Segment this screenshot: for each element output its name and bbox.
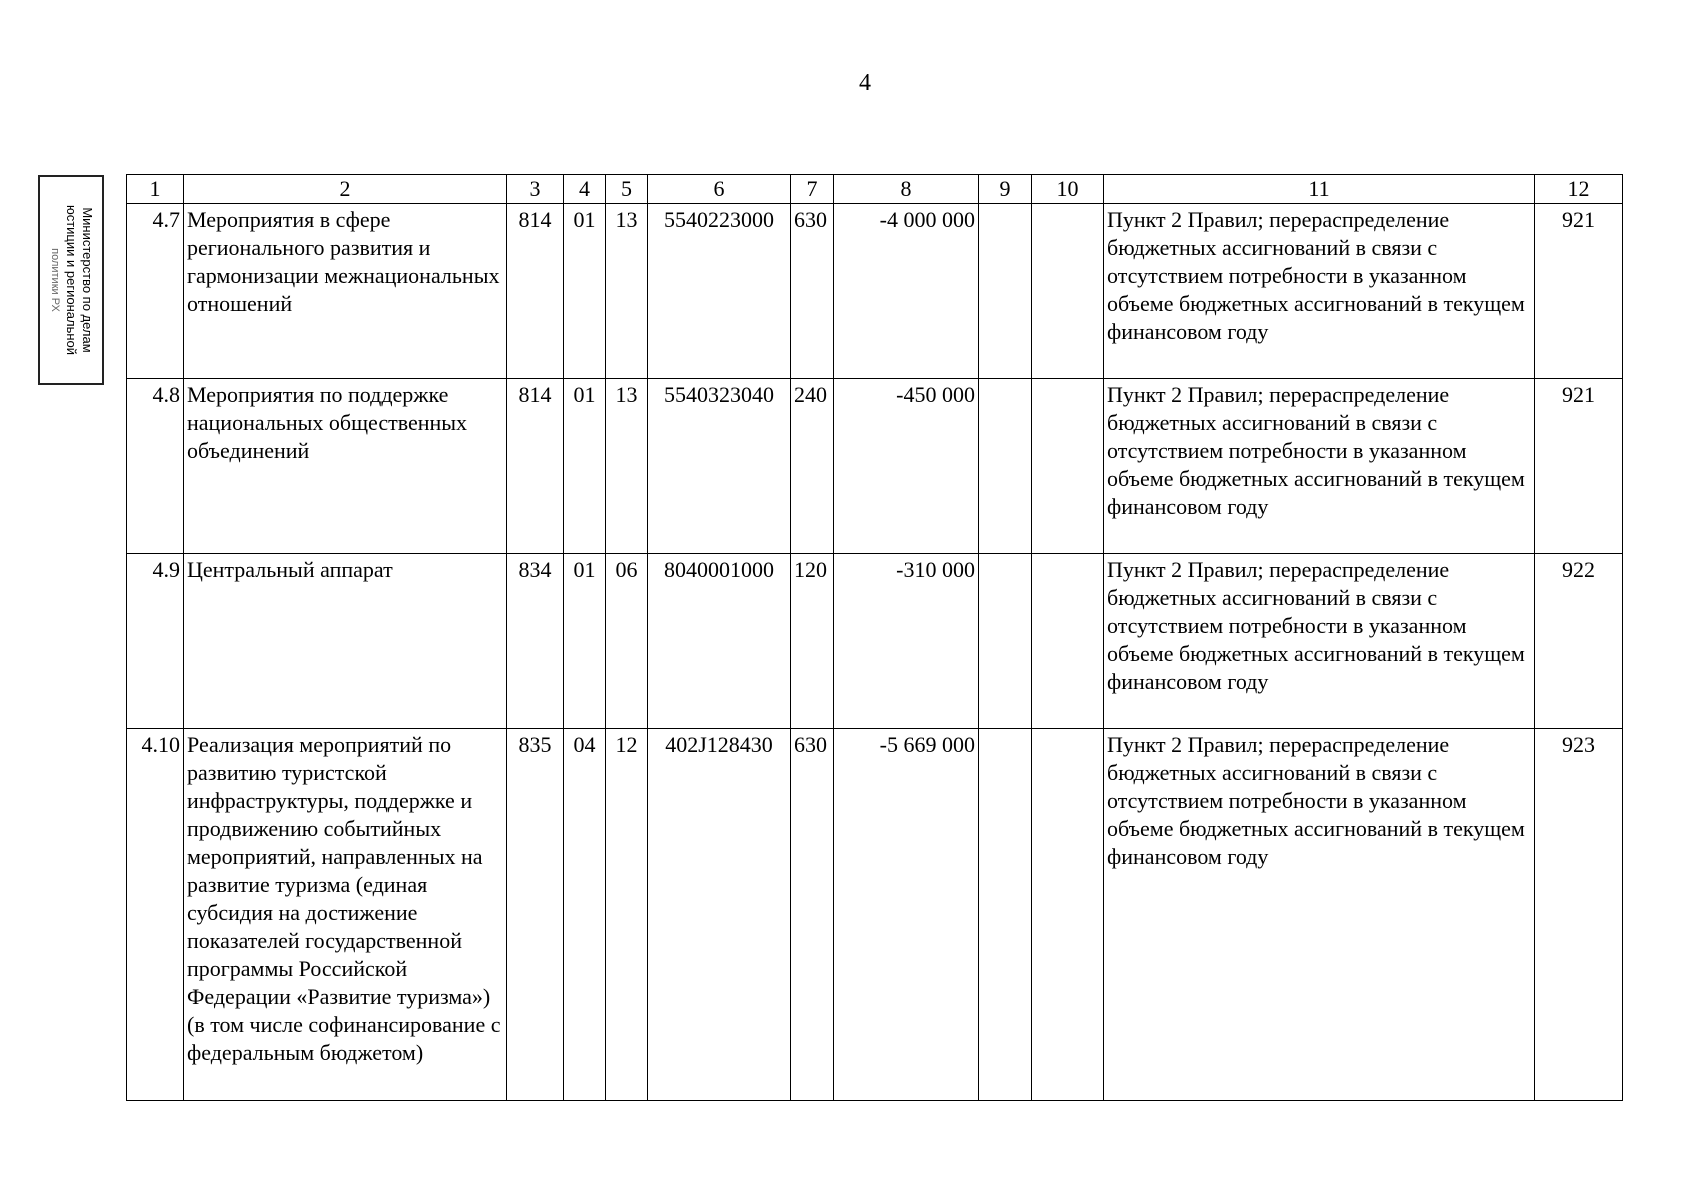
header-cell: 5 [606, 175, 648, 204]
cell-col-7: 240 [791, 379, 834, 554]
stamp-line-1: Министерство по делам [80, 207, 95, 353]
cell-col-4: 01 [564, 554, 606, 729]
header-cell: 9 [979, 175, 1032, 204]
row-number: 4.10 [127, 729, 184, 1101]
table-row [127, 204, 1623, 379]
stamp-text [47, 180, 95, 380]
cell-col-10 [1032, 379, 1104, 554]
header-cell: 1 [127, 175, 184, 204]
header-cell: 3 [507, 175, 564, 204]
header-cell: 7 [791, 175, 834, 204]
cell-col-10 [1032, 729, 1104, 1101]
row-number: 4.8 [127, 379, 184, 554]
amount: -310 000 [834, 554, 979, 729]
amount: -450 000 [834, 379, 979, 554]
table-row [127, 729, 1623, 1101]
basis-text: Пункт 2 Правил; перераспределение бюджетных ассигнований в связи с отсутствием потребности в указанном объеме бюджетных ассигнований в текущем финансовом году [1104, 729, 1535, 1101]
basis-text: Пункт 2 Правил; перераспределение бюджетных ассигнований в связи с отсутствием потребности в указанном объеме бюджетных ассигнований в текущем финансовом году [1104, 554, 1535, 729]
cell-col-6: 8040001000 [648, 554, 791, 729]
basis-text: Пункт 2 Правил; перераспределение бюджетных ассигнований в связи с отсутствием потребности в указанном объеме бюджетных ассигнований в текущем финансовом году [1104, 204, 1535, 379]
header-cell: 12 [1535, 175, 1623, 204]
measure-name: Мероприятия в сфере регионального развития и гармонизации межнациональных отношений [184, 204, 507, 379]
header-cell: 8 [834, 175, 979, 204]
measure-name: Мероприятия по поддержке национальных общественных объединений [184, 379, 507, 554]
cell-col-4: 04 [564, 729, 606, 1101]
cell-col-6: 5540323040 [648, 379, 791, 554]
cell-col-3: 814 [507, 204, 564, 379]
header-cell: 4 [564, 175, 606, 204]
measure-name: Реализация мероприятий по развитию туристской инфраструктуры, поддержке и продвижению событийных мероприятий, направленных на развитие туризма (единая субсидия на достижение показателей государственной программы Российской Федерации «Развитие туризма») (в том числе софинансирование с федеральным бюджетом) [184, 729, 507, 1101]
cell-col-3: 834 [507, 554, 564, 729]
cell-col-12: 922 [1535, 554, 1623, 729]
cell-col-4: 01 [564, 379, 606, 554]
measure-name: Центральный аппарат [184, 554, 507, 729]
cell-col-9 [979, 379, 1032, 554]
header-cell: 11 [1104, 175, 1535, 204]
cell-col-12: 921 [1535, 204, 1623, 379]
cell-col-10 [1032, 554, 1104, 729]
cell-col-5: 13 [606, 204, 648, 379]
cell-col-9 [979, 554, 1032, 729]
cell-col-9 [979, 204, 1032, 379]
amount: -4 000 000 [834, 204, 979, 379]
stamp-line-3: политики РХ [49, 248, 61, 312]
cell-col-12: 921 [1535, 379, 1623, 554]
row-number: 4.7 [127, 204, 184, 379]
header-cell: 10 [1032, 175, 1104, 204]
cell-col-9 [979, 729, 1032, 1101]
registration-stamp [38, 175, 104, 385]
basis-text: Пункт 2 Правил; перераспределение бюджетных ассигнований в связи с отсутствием потребности в указанном объеме бюджетных ассигнований в текущем финансовом году [1104, 379, 1535, 554]
cell-col-5: 13 [606, 379, 648, 554]
cell-col-7: 630 [791, 729, 834, 1101]
budget-reallocation-table [126, 174, 1623, 1101]
cell-col-4: 01 [564, 204, 606, 379]
cell-col-3: 814 [507, 379, 564, 554]
cell-col-10 [1032, 204, 1104, 379]
cell-col-5: 12 [606, 729, 648, 1101]
cell-col-3: 835 [507, 729, 564, 1101]
cell-col-6: 5540223000 [648, 204, 791, 379]
cell-col-7: 120 [791, 554, 834, 729]
row-number: 4.9 [127, 554, 184, 729]
page-number: 4 [859, 70, 871, 96]
header-cell: 2 [184, 175, 507, 204]
cell-col-7: 630 [791, 204, 834, 379]
cell-col-12: 923 [1535, 729, 1623, 1101]
header-cell: 6 [648, 175, 791, 204]
amount: -5 669 000 [834, 729, 979, 1101]
table-row [127, 554, 1623, 729]
cell-col-6: 402J128430 [648, 729, 791, 1101]
table-header-row [127, 175, 1623, 204]
cell-col-5: 06 [606, 554, 648, 729]
table-row [127, 379, 1623, 554]
stamp-line-2: юстиции и региональной [64, 204, 79, 356]
